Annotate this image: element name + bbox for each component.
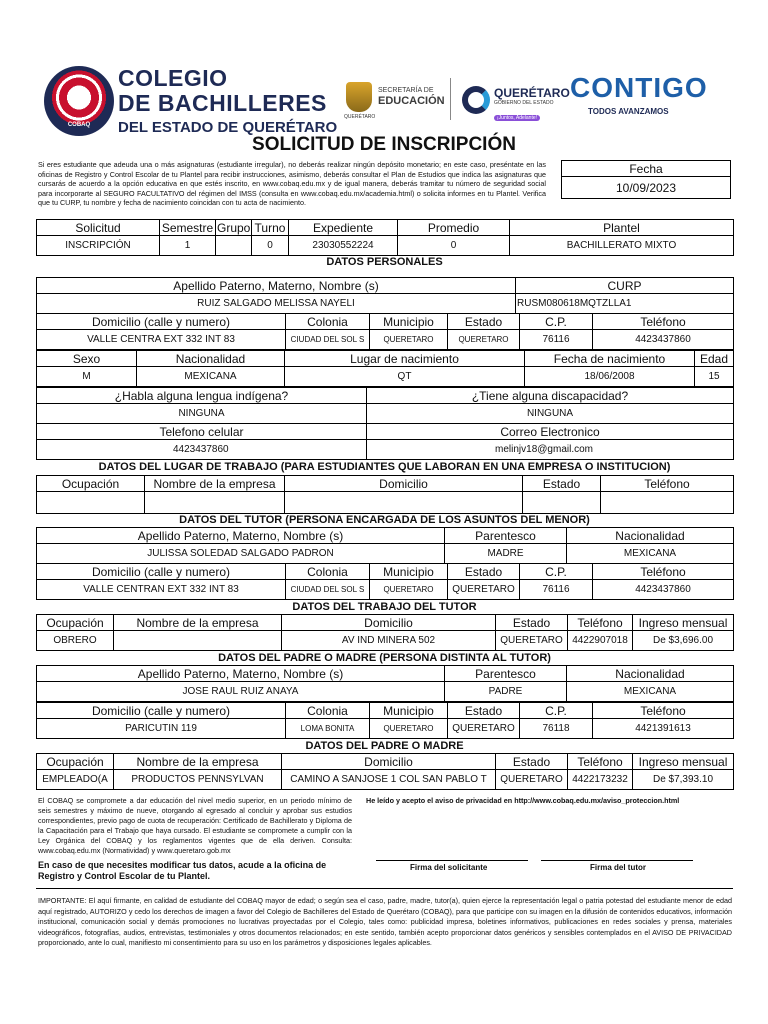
contigo-logo: CONTIGO [570, 72, 708, 103]
sep-logo [378, 86, 445, 106]
logo-divider [450, 78, 451, 120]
section-trabajo-estudiante: DATOS DEL LUGAR DE TRABAJO (PARA ESTUDIANTES QUE LABORAN EN UNA EMPRESA O INSTITUCION) [98, 461, 671, 473]
h-tt-domicilio: Domicilio [282, 615, 496, 631]
nombre-value: RUIZ SALGADO MELISSA NAYELI [37, 294, 516, 314]
estado-value: QUERETARO [448, 330, 520, 350]
intro-text: Si eres estudiante que adeuda una o más asignaturas (estudiante irregular), no deberás realizar ningún depósito monetario; en este caso, preséntate en las oficinas de Registro y Control Escolar de tu Plantel para recibir instrucciones, asimismo, deberás consultar el Plan de Estudios que indica las asignaturas que cursarás de acuerdo a la opción educativa en que estés inscrito, en www.cobaq.edu.mx y de igual manera, deberás tramitar tu número de seguridad social para incorporarte al SEGURO FACULTATIVO del régimen del IMSS (consulta en www.cobaq.edu.mx/academia.html) o solicita informes en tu Plantel. Verifica que tu CURP, tu nombre y fecha de nacimiento coincidan con tu acta de nacimiento. [38, 160, 546, 208]
h-correo: Correo Electronico [367, 424, 734, 440]
h-turno: Turno [252, 220, 289, 236]
fecha-label: Fecha [562, 161, 731, 177]
tt-ingreso-value: De $3,696.00 [633, 631, 734, 651]
edad-value: 15 [695, 367, 734, 387]
turno-value: 0 [252, 236, 289, 256]
cobaq-logo [44, 66, 114, 136]
h-tutor-domicilio: Domicilio (calle y numero) [37, 564, 286, 580]
h-tp-ocupacion: Ocupación [37, 754, 114, 770]
discapacidad-value: NINGUNA [367, 404, 734, 424]
domicilio-value: VALLE CENTRA EXT 332 INT 83 [37, 330, 286, 350]
trabajo-domicilio-empty [285, 492, 523, 514]
h-tutor-telefono: Teléfono [593, 564, 734, 580]
padre-municipio-value: QUERETARO [370, 719, 448, 739]
plantel-value: BACHILLERATO MIXTO [510, 236, 734, 256]
h-tp-ingreso: Ingreso mensual [633, 754, 734, 770]
h-tutor-estado: Estado [448, 564, 520, 580]
section-trabajo-padre: DATOS DEL PADRE O MADRE [305, 740, 464, 752]
padre-domicilio-table [36, 702, 734, 739]
expediente-value: 23030552224 [289, 236, 398, 256]
trabajo-ocupacion-empty [37, 492, 145, 514]
tp-estado-value: QUERETARO [496, 770, 568, 790]
seal-caption: QUERÉTARO [344, 114, 376, 120]
h-cp: C.P. [520, 314, 593, 330]
trabajo-tutor-table [36, 614, 734, 651]
h-promedio: Promedio [398, 220, 510, 236]
trabajo-table [36, 475, 734, 514]
section-datos-personales: DATOS PERSONALES [326, 256, 443, 268]
h-tp-estado: Estado [496, 754, 568, 770]
semestre-value: 1 [160, 236, 216, 256]
queretaro-name: QUERÉTARO [494, 86, 570, 100]
padre-telefono-value: 4421391613 [593, 719, 734, 739]
h-sexo: Sexo [37, 351, 137, 367]
h-tutor-cp: C.P. [520, 564, 593, 580]
h-solicitud: Solicitud [37, 220, 160, 236]
h-padre-colonia: Colonia [286, 703, 370, 719]
colonia-value: CIUDAD DEL SOL S [286, 330, 370, 350]
fecha-box [561, 160, 731, 199]
h-nombre: Apellido Paterno, Materno, Nombre (s) [37, 278, 516, 294]
h-padre-estado: Estado [448, 703, 520, 719]
lugar-nacimiento-value: QT [285, 367, 525, 387]
h-edad: Edad [695, 351, 734, 367]
tutor-municipio-value: QUERETARO [370, 580, 448, 600]
correo-value: melinjv18@gmail.com [367, 440, 734, 460]
personales-lengua-table [36, 387, 734, 460]
tt-telefono-value: 4422907018 [568, 631, 633, 651]
h-padre-cp: C.P. [520, 703, 593, 719]
section-trabajo-tutor: DATOS DEL TRABAJO DEL TUTOR [292, 601, 477, 613]
h-tt-empresa: Nombre de la empresa [114, 615, 282, 631]
h-municipio: Municipio [370, 314, 448, 330]
h-lengua: ¿Habla alguna lengua indígena? [37, 388, 367, 404]
h-trabajo-telefono: Teléfono [601, 476, 734, 492]
firma-solicitante-line [376, 860, 528, 861]
h-domicilio: Domicilio (calle y numero) [37, 314, 286, 330]
aviso-cambio-text: En caso de que necesites modificar tus datos, acude a la oficina de Registro y Control Escolar de tu Plantel. [38, 860, 327, 881]
h-estado: Estado [448, 314, 520, 330]
h-tt-ocupacion: Ocupación [37, 615, 114, 631]
trabajo-empresa-empty [145, 492, 285, 514]
fecha-nacimiento-value: 18/06/2008 [525, 367, 695, 387]
h-padre-parentesco: Parentesco [445, 666, 567, 682]
h-tutor-nacionalidad: Nacionalidad [567, 528, 734, 544]
promedio-value: 0 [398, 236, 510, 256]
h-tutor-parentesco: Parentesco [445, 528, 567, 544]
h-tp-empresa: Nombre de la empresa [114, 754, 282, 770]
state-seal-icon [346, 82, 372, 112]
firma-tutor-line [541, 860, 693, 861]
privacidad-text: He leído y acepto el aviso de privacidad en http://www.cobaq.edu.mx/aviso_proteccion.html [366, 796, 680, 805]
footer-divider [36, 888, 733, 889]
tutor-parentesco-value: MADRE [445, 544, 567, 564]
grupo-value [216, 236, 252, 256]
tp-empresa-value: PRODUCTOS PENNSYLVAN [114, 770, 282, 790]
tutor-nacionalidad-value: MEXICANA [567, 544, 734, 564]
tutor-cp-value: 76116 [520, 580, 593, 600]
tutor-nombre-table [36, 527, 734, 564]
tp-ingreso-value: De $7,393.10 [633, 770, 734, 790]
tt-ocupacion-value: OBRERO [37, 631, 114, 651]
header [0, 0, 768, 135]
fecha-value: 10/09/2023 [562, 177, 731, 199]
tt-empresa-value [114, 631, 282, 651]
page-title: SOLICITUD DE INSCRIPCIÓN [252, 134, 516, 155]
school-name [118, 66, 337, 136]
tutor-estado-value: QUERETARO [448, 580, 520, 600]
tutor-telefono-value: 4423437860 [593, 580, 734, 600]
padre-estado-value: QUERETARO [448, 719, 520, 739]
queretaro-tag: ¡Juntos, Adelante! [494, 115, 540, 121]
sexo-value: M [37, 367, 137, 387]
tp-telefono-value: 4422173232 [568, 770, 633, 790]
tt-estado-value: QUERETARO [496, 631, 568, 651]
trabajo-telefono-empty [601, 492, 734, 514]
tutor-nombre-value: JULISSA SOLEDAD SALGADO PADRON [37, 544, 445, 564]
h-curp: CURP [516, 278, 734, 294]
h-grupo: Grupo [217, 220, 251, 235]
padre-colonia-value: LOMA BONITA [286, 719, 370, 739]
h-tt-telefono: Teléfono [568, 615, 633, 631]
h-padre-nombre: Apellido Paterno, Materno, Nombre (s) [37, 666, 445, 682]
school-line-1: COLEGIO [118, 65, 228, 91]
personales-nombre-table [36, 277, 734, 314]
lengua-value: NINGUNA [37, 404, 367, 424]
municipio-value: QUERETARO [370, 330, 448, 350]
compromiso-text: El COBAQ se compromete a dar educación del nivel medio superior, en un periodo mínimo de seis semestres y máximo de nueve, otorgando al egresado al concluir y aprobar sus estudios correspondientes, previo pago de cuota de recuperación: Certificado de Bachillerato y Diploma de la Capacitación para el Trabajo que haya cursado. El estudiante se compromete a cumplir con la Ley Orgánica del COBAQ y los reglamentos vigentes que de ella deriven. Consulta: www.cobaq.edu.mx (Normatividad) y www.queretaro.gob.mx [38, 796, 352, 855]
trabajo-estado-empty [523, 492, 601, 514]
h-padre-telefono: Teléfono [593, 703, 734, 719]
queretaro-logo [494, 86, 570, 124]
sep-line-2: EDUCACIÓN [378, 95, 445, 107]
h-telefono: Teléfono [593, 314, 734, 330]
h-fecha-nacimiento: Fecha de nacimiento [525, 351, 695, 367]
logo-caption: COBAQ [67, 122, 91, 128]
h-tutor-municipio: Municipio [370, 564, 448, 580]
trabajo-padre-table [36, 753, 734, 790]
h-tp-domicilio: Domicilio [282, 754, 496, 770]
tp-domicilio-value: CAMINO A SANJOSE 1 COL SAN PABLO T [282, 770, 496, 790]
h-ocupacion: Ocupación [37, 476, 145, 492]
h-tt-estado: Estado [496, 615, 568, 631]
queretaro-q-icon [462, 86, 490, 114]
importante-text: IMPORTANTE: El aquí firmante, en calidad de estudiante del COBAQ mayor de edad; o según sea el caso, padre, madre, tutor(a), quien ejerce la representación legal o patria potestad del estudiante menor de edad aquí registrado, AUTORIZO y cedo los derechos de imagen a favor del Colegio de Bachilleres del Estado de Querétaro (COBAQ), para que participe con su imagen en la difusión de contenidos educativos, información institucional, comunicación social y demás promociones no lucrativas proyectadas por el Colegio, tales como: publicidad impresa, boletines informativos, publicaciones en redes sociales y prensa, materiales videográficos, fotografías, audios, entrevistas, testimoniales y otros documentos relacionados; en este sentido, también acepto proporcionar datos genéricos y sensibles contemplados en el AVISO DE PRIVACIDAD proporcionado, ante lo cual, manifiesto mi consentimiento para su uso en los parámetros y disposiciones legales aplicables. [38, 896, 732, 947]
h-tutor-colonia: Colonia [286, 564, 370, 580]
firma-solicitante-label: Firma del solicitante [410, 863, 488, 872]
queretaro-sub: GOBIERNO DEL ESTADO [494, 100, 554, 106]
tt-domicilio-value: AV IND MINERA 502 [282, 631, 496, 651]
h-discapacidad: ¿Tiene alguna discapacidad? [367, 388, 734, 404]
solicitud-value: INSCRIPCIÓN [37, 236, 160, 256]
sep-line-1: SECRETARÍA DE [378, 87, 434, 94]
h-expediente: Expediente [289, 220, 398, 236]
personales-nacimiento-table [36, 350, 734, 387]
padre-parentesco-value: PADRE [445, 682, 567, 702]
curp-value: RUSM080618MQTZLLA1 [516, 294, 734, 314]
padre-nacionalidad-value: MEXICANA [567, 682, 734, 702]
school-line-2: DE BACHILLERES [118, 90, 327, 116]
tp-ocupacion-value: EMPLEADO(A [37, 770, 114, 790]
padre-nombre-value: JOSE RAUL RUIZ ANAYA [37, 682, 445, 702]
h-tutor-nombre: Apellido Paterno, Materno, Nombre (s) [37, 528, 445, 544]
solicitud-table [36, 219, 734, 256]
h-padre-municipio: Municipio [370, 703, 448, 719]
tutor-domicilio-table [36, 563, 734, 600]
personales-domicilio-table [36, 313, 734, 350]
nacionalidad-value: MEXICANA [137, 367, 285, 387]
h-nacionalidad: Nacionalidad [137, 351, 285, 367]
telefono-value: 4423437860 [593, 330, 734, 350]
section-padre: DATOS DEL PADRE O MADRE (PERSONA DISTINTA AL TUTOR) [218, 652, 551, 664]
h-semestre: Semestre [160, 220, 216, 236]
celular-value: 4423437860 [37, 440, 367, 460]
school-line-3: DEL ESTADO DE QUERÉTARO [118, 119, 338, 136]
h-lugar-nacimiento: Lugar de nacimiento [285, 351, 525, 367]
padre-cp-value: 76118 [520, 719, 593, 739]
h-trabajo-domicilio: Domicilio [285, 476, 523, 492]
h-colonia: Colonia [286, 314, 370, 330]
firma-tutor-label: Firma del tutor [590, 863, 647, 872]
h-tp-telefono: Teléfono [568, 754, 633, 770]
padre-nombre-table [36, 665, 734, 702]
h-padre-nacionalidad: Nacionalidad [567, 666, 734, 682]
section-tutor: DATOS DEL TUTOR (PERSONA ENCARGADA DE LOS ASUNTOS DEL MENOR) [179, 514, 590, 526]
tutor-domicilio-value: VALLE CENTRAN EXT 332 INT 83 [37, 580, 286, 600]
h-plantel: Plantel [510, 220, 734, 236]
h-trabajo-estado: Estado [523, 476, 601, 492]
tutor-colonia-value: CIUDAD DEL SOL S [286, 580, 370, 600]
cp-value: 76116 [520, 330, 593, 350]
h-padre-domicilio: Domicilio (calle y numero) [37, 703, 286, 719]
h-tt-ingreso: Ingreso mensual [633, 615, 734, 631]
padre-domicilio-value: PARICUTIN 119 [37, 719, 286, 739]
contigo-slogan: TODOS AVANZAMOS [588, 107, 669, 116]
h-celular: Telefono celular [37, 424, 367, 440]
h-empresa: Nombre de la empresa [145, 476, 285, 492]
